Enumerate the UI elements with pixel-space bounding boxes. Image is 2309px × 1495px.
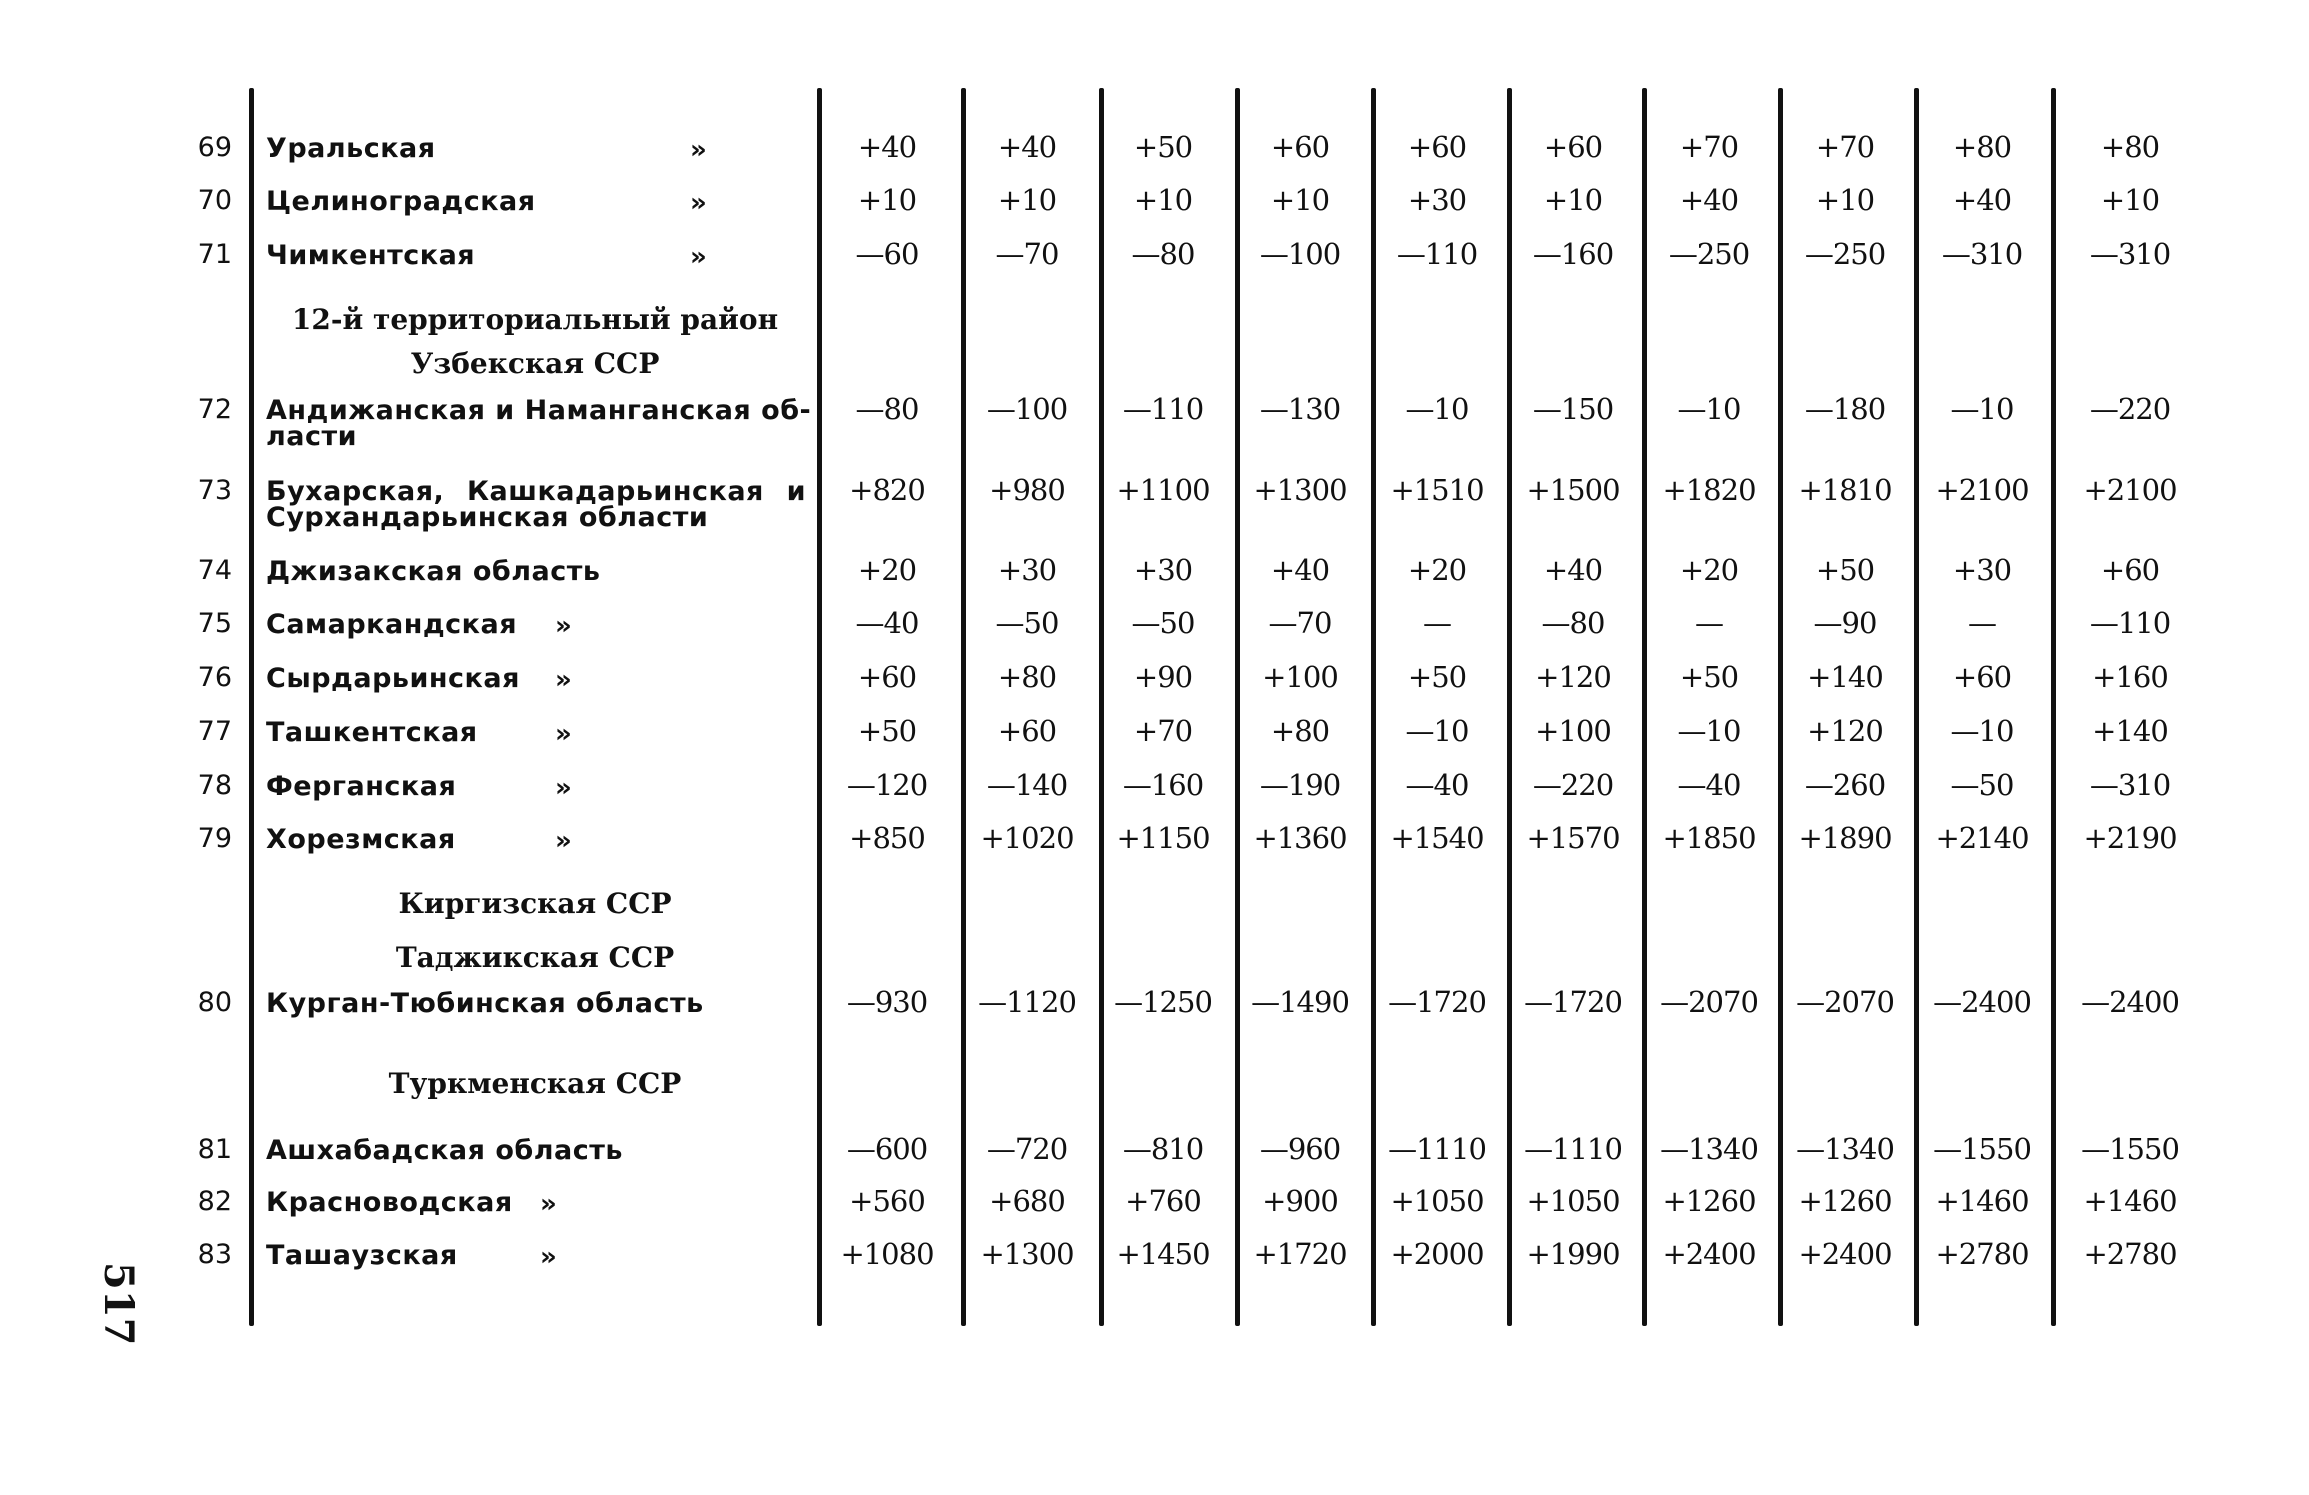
value-cell: +30 [1407, 183, 1467, 217]
ditto-mark: » [555, 826, 572, 856]
value-cell: +1500 [1526, 473, 1620, 507]
value-cell: —1490 [1251, 985, 1349, 1019]
region-name: Ашхабадская область [266, 1135, 623, 1166]
value-cell: —720 [986, 1132, 1068, 1166]
region-name-continued: ласти [266, 421, 358, 452]
region-name: Ташаузская [266, 1240, 458, 1271]
value-cell: —90 [1813, 606, 1877, 640]
row-number: 81 [197, 1134, 232, 1165]
value-cell: +40 [1679, 183, 1739, 217]
value-cell: —10 [1405, 714, 1469, 748]
value-cell: —110 [1122, 392, 1204, 426]
value-cell: +60 [857, 660, 917, 694]
value-cell: —2400 [1933, 985, 2031, 1019]
row-number: 73 [197, 475, 232, 506]
value-cell: +1510 [1390, 473, 1484, 507]
value-cell: +1460 [2083, 1184, 2177, 1218]
value-cell: —310 [2089, 768, 2171, 802]
row-number: 75 [197, 608, 232, 639]
ditto-mark: » [555, 665, 572, 695]
value-cell: —120 [846, 768, 928, 802]
value-cell: +1540 [1390, 821, 1484, 855]
value-cell: +1810 [1798, 473, 1892, 507]
value-cell: —100 [986, 392, 1068, 426]
value-cell: +60 [1952, 660, 2012, 694]
value-cell: +850 [849, 821, 925, 855]
region-name: Бухарская, Кашкадарьинская и [266, 476, 806, 507]
value-cell: —80 [1541, 606, 1605, 640]
value-cell: —40 [1677, 768, 1741, 802]
value-cell: —40 [855, 606, 919, 640]
value-cell: —70 [1268, 606, 1332, 640]
column-rule [1642, 88, 1647, 1326]
region-name: Чимкентская [266, 240, 476, 271]
row-number: 82 [197, 1186, 232, 1217]
value-cell: +980 [989, 473, 1065, 507]
value-cell: —70 [995, 237, 1059, 271]
value-cell: —960 [1259, 1132, 1341, 1166]
value-cell: +1720 [1253, 1237, 1347, 1271]
value-cell: +1050 [1526, 1184, 1620, 1218]
section-heading-uzbek-ssr: Узбекская ССР [410, 347, 660, 380]
value-cell: —260 [1804, 768, 1886, 802]
ditto-mark: » [555, 611, 572, 641]
region-name: Хорезмская [266, 824, 456, 855]
ditto-mark: » [555, 773, 572, 803]
value-cell: +2100 [2083, 473, 2177, 507]
region-name: Самаркандская [266, 609, 518, 640]
ditto-mark: » [540, 1242, 557, 1272]
value-cell: +20 [857, 553, 917, 587]
value-cell: +1990 [1526, 1237, 1620, 1271]
column-rule [1778, 88, 1783, 1326]
value-cell: —60 [855, 237, 919, 271]
value-cell: +30 [997, 553, 1057, 587]
value-cell: —310 [2089, 237, 2171, 271]
value-cell: —50 [1131, 606, 1195, 640]
value-cell: —1340 [1660, 1132, 1758, 1166]
value-cell: —10 [1405, 392, 1469, 426]
value-cell: +20 [1407, 553, 1467, 587]
row-number: 79 [197, 823, 232, 854]
value-cell: +40 [1952, 183, 2012, 217]
value-cell: +2780 [2083, 1237, 2177, 1271]
value-cell: +1850 [1662, 821, 1756, 855]
value-cell: +1260 [1798, 1184, 1892, 1218]
row-number: 69 [197, 132, 232, 163]
value-cell: —600 [846, 1132, 928, 1166]
value-cell: —2400 [2081, 985, 2179, 1019]
column-rule [1371, 88, 1376, 1326]
value-cell: +140 [2092, 714, 2168, 748]
value-cell: +2780 [1935, 1237, 2029, 1271]
section-heading-turkmen-ssr: Туркменская ССР [388, 1067, 682, 1100]
value-cell: —130 [1259, 392, 1341, 426]
value-cell: +1150 [1116, 821, 1210, 855]
value-cell: +1820 [1662, 473, 1756, 507]
value-cell: +70 [1133, 714, 1193, 748]
column-rule [249, 88, 254, 1326]
value-cell: +40 [1270, 553, 1330, 587]
value-cell: —1550 [2081, 1132, 2179, 1166]
value-cell: +1100 [1116, 473, 1210, 507]
value-cell: +120 [1535, 660, 1611, 694]
value-cell: —2070 [1660, 985, 1758, 1019]
value-cell: — [1695, 606, 1723, 640]
value-cell: +80 [1952, 130, 2012, 164]
value-cell: +10 [1543, 183, 1603, 217]
value-cell: —250 [1804, 237, 1886, 271]
row-number: 80 [197, 987, 232, 1018]
value-cell: —1110 [1388, 1132, 1486, 1166]
value-cell: +680 [989, 1184, 1065, 1218]
ditto-mark: » [690, 188, 707, 218]
value-cell: +1020 [980, 821, 1074, 855]
value-cell: +50 [1679, 660, 1739, 694]
value-cell: +60 [1543, 130, 1603, 164]
region-name: Ташкентская [266, 717, 478, 748]
value-cell: —220 [1532, 768, 1614, 802]
column-rule [817, 88, 822, 1326]
value-cell: —160 [1122, 768, 1204, 802]
ditto-mark: » [690, 135, 707, 165]
value-cell: +900 [1262, 1184, 1338, 1218]
value-cell: +1890 [1798, 821, 1892, 855]
value-cell: —80 [1131, 237, 1195, 271]
value-cell: +30 [1952, 553, 2012, 587]
section-heading-kirghiz-ssr: Киргизская ССР [398, 887, 672, 920]
value-cell: —2070 [1796, 985, 1894, 1019]
value-cell: —1720 [1388, 985, 1486, 1019]
value-cell: +100 [1535, 714, 1611, 748]
value-cell: —150 [1532, 392, 1614, 426]
value-cell: +40 [857, 130, 917, 164]
value-cell: +90 [1133, 660, 1193, 694]
value-cell: —40 [1405, 768, 1469, 802]
ditto-mark: » [555, 719, 572, 749]
ditto-mark: » [540, 1189, 557, 1219]
value-cell: +80 [997, 660, 1057, 694]
page-number: 517 [95, 1262, 142, 1346]
region-name-continued: Сурхандарьинская области [266, 502, 709, 533]
value-cell: —190 [1259, 768, 1341, 802]
value-cell: —220 [2089, 392, 2171, 426]
value-cell: —50 [1950, 768, 2014, 802]
value-cell: —10 [1950, 714, 2014, 748]
value-cell: +2400 [1662, 1237, 1756, 1271]
region-name: Андижанская и Наманганская об- [266, 395, 812, 426]
value-cell: —1250 [1114, 985, 1212, 1019]
value-cell: +2190 [2083, 821, 2177, 855]
row-number: 83 [197, 1239, 232, 1270]
value-cell: — [1423, 606, 1451, 640]
region-name: Сырдарьинская [266, 663, 520, 694]
value-cell: —310 [1941, 237, 2023, 271]
value-cell: +10 [1133, 183, 1193, 217]
value-cell: +1050 [1390, 1184, 1484, 1218]
value-cell: —160 [1532, 237, 1614, 271]
value-cell: —1110 [1524, 1132, 1622, 1166]
value-cell: +160 [2092, 660, 2168, 694]
value-cell: —110 [1396, 237, 1478, 271]
row-number: 77 [197, 716, 232, 747]
value-cell: +1080 [840, 1237, 934, 1271]
value-cell: +560 [849, 1184, 925, 1218]
value-cell: —250 [1668, 237, 1750, 271]
value-cell: —80 [855, 392, 919, 426]
value-cell: — [1968, 606, 1996, 640]
value-cell: +20 [1679, 553, 1739, 587]
section-heading-tajik-ssr: Таджикская ССР [395, 941, 675, 974]
value-cell: +2100 [1935, 473, 2029, 507]
value-cell: —10 [1950, 392, 2014, 426]
row-number: 78 [197, 770, 232, 801]
value-cell: +760 [1125, 1184, 1201, 1218]
value-cell: —930 [846, 985, 928, 1019]
row-number: 72 [197, 394, 232, 425]
value-cell: +2140 [1935, 821, 2029, 855]
value-cell: +30 [1133, 553, 1193, 587]
value-cell: —50 [995, 606, 1059, 640]
value-cell: +1360 [1253, 821, 1347, 855]
value-cell: +50 [1133, 130, 1193, 164]
value-cell: +60 [1270, 130, 1330, 164]
value-cell: —1550 [1933, 1132, 2031, 1166]
value-cell: +1460 [1935, 1184, 2029, 1218]
value-cell: +10 [997, 183, 1057, 217]
value-cell: +10 [857, 183, 917, 217]
region-name: Уральская [266, 133, 436, 164]
value-cell: —1120 [978, 985, 1076, 1019]
value-cell: +70 [1679, 130, 1739, 164]
row-number: 71 [197, 239, 232, 270]
value-cell: +140 [1807, 660, 1883, 694]
value-cell: +1300 [1253, 473, 1347, 507]
value-cell: +1260 [1662, 1184, 1756, 1218]
value-cell: +50 [1815, 553, 1875, 587]
value-cell: —10 [1677, 392, 1741, 426]
value-cell: +60 [2100, 553, 2160, 587]
value-cell: +10 [1270, 183, 1330, 217]
column-rule [2051, 88, 2056, 1326]
ditto-mark: » [690, 242, 707, 272]
value-cell: —1340 [1796, 1132, 1894, 1166]
value-cell: —100 [1259, 237, 1341, 271]
section-heading-territorial-district: 12-й территориальный район [291, 303, 779, 336]
value-cell: —10 [1677, 714, 1741, 748]
value-cell: —140 [986, 768, 1068, 802]
value-cell: +2400 [1798, 1237, 1892, 1271]
value-cell: +40 [997, 130, 1057, 164]
value-cell: +1570 [1526, 821, 1620, 855]
region-name: Курган-Тюбинская область [266, 988, 704, 1019]
region-name: Ферганская [266, 771, 457, 802]
value-cell: +50 [1407, 660, 1467, 694]
value-cell: —1720 [1524, 985, 1622, 1019]
column-rule [1914, 88, 1919, 1326]
value-cell: +60 [1407, 130, 1467, 164]
value-cell: +40 [1543, 553, 1603, 587]
value-cell: +10 [2100, 183, 2160, 217]
value-cell: +70 [1815, 130, 1875, 164]
value-cell: +10 [1815, 183, 1875, 217]
value-cell: +2000 [1390, 1237, 1484, 1271]
column-rule [961, 88, 966, 1326]
value-cell: +1450 [1116, 1237, 1210, 1271]
row-number: 70 [197, 185, 232, 216]
value-cell: —810 [1122, 1132, 1204, 1166]
value-cell: —110 [2089, 606, 2171, 640]
column-rule [1507, 88, 1512, 1326]
value-cell: +50 [857, 714, 917, 748]
value-cell: +100 [1262, 660, 1338, 694]
value-cell: +80 [1270, 714, 1330, 748]
region-name: Джизакская область [266, 556, 601, 587]
value-cell: +1300 [980, 1237, 1074, 1271]
value-cell: +80 [2100, 130, 2160, 164]
region-name: Целиноградская [266, 186, 536, 217]
value-cell: +60 [997, 714, 1057, 748]
region-name: Красноводская [266, 1187, 513, 1218]
value-cell: +820 [849, 473, 925, 507]
row-number: 74 [197, 555, 232, 586]
row-number: 76 [197, 662, 232, 693]
value-cell: —180 [1804, 392, 1886, 426]
value-cell: +120 [1807, 714, 1883, 748]
